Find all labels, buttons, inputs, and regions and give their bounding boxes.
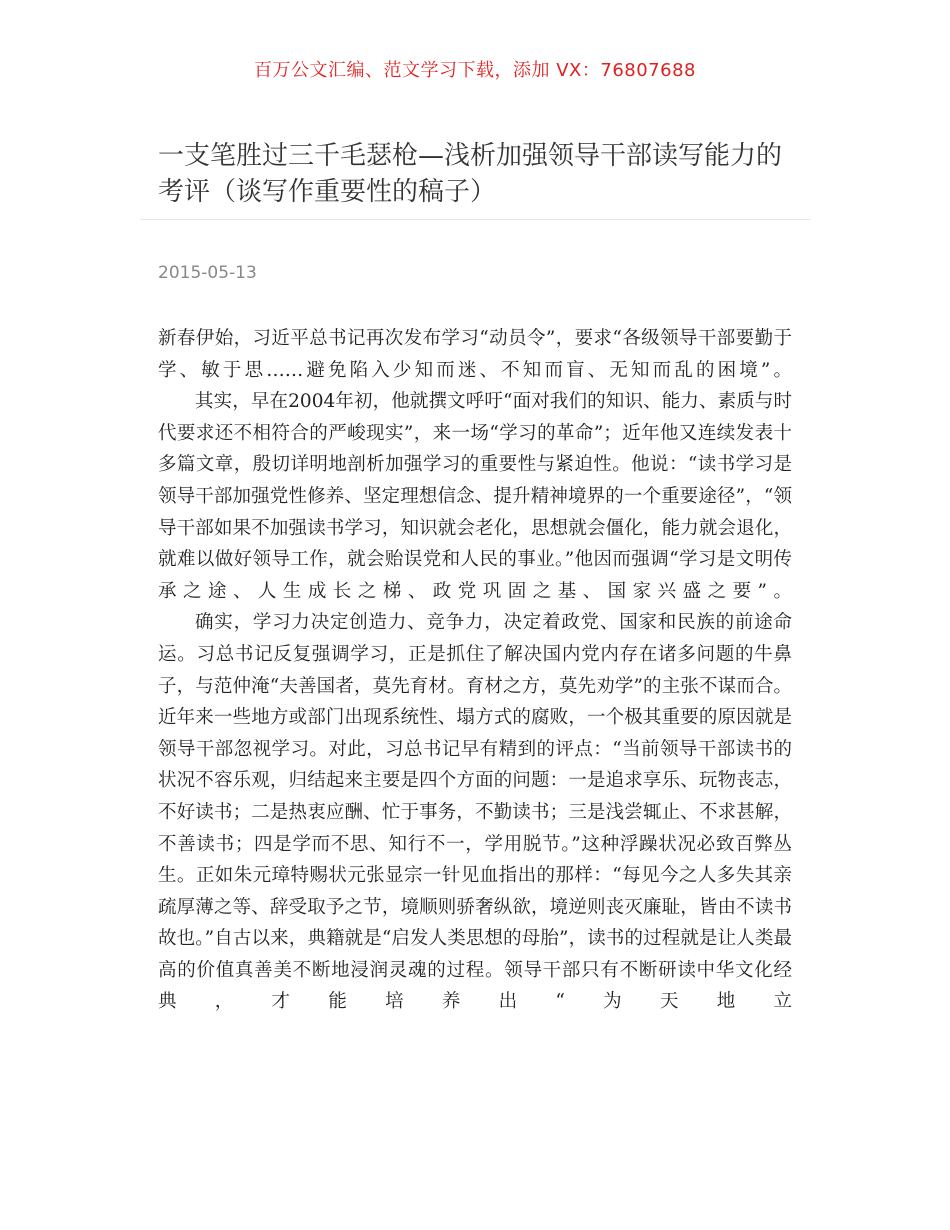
paragraph: 确实，学习力决定创造力、竞争力，决定着政党、国家和民族的前途命运。习总书记反复强调学习，正是抓住了解决国内党内存在诸多问题的牛鼻子，与范仲淹“夫善国者，莫先育材。育材之方，莫先劝学”的主张不谋而合。近年来一些地方或部门出现系统性、塌方式的腐败，一个极其重要的原因就是领导干部忽视学习。对此，习总书记早有精到的评点：“当前领导干部读书的状况不容乐观，归结起来主要是四个方面的问题：一是追求享乐、玩物丧志，不好读书；二是热衷应酬、忙于事务，不勤读书；三是浅尝辄止、不求甚解，不善读书；四是学而不思、知行不一，学用脱节。”这种浮躁状况必致百弊丛生。正如朱元璋特赐状元张显宗一针见血指出的那样：“每见今之人多失其亲疏厚薄之等、辞受取予之节，境顺则骄奢纵欲，境逆则丧灭廉耻，皆由不读书故也。”自古以来，典籍就是“启发人类思想的母胎”，读书的过程就是让人类最高的价值真善美不断地浸润灵魂的过程。领导干部只有不断研读中华文化经典，才能培养出“为天地立	[158, 612, 792, 1013]
paragraph: 新春伊始，习近平总书记再次发布学习“动员令”，要求“各级领导干部要勤于学、敏于思……避免陷入少知而迷、不知而盲、无知而乱的困境”。	[158, 328, 792, 381]
article-body	[158, 323, 792, 1018]
paragraph: 其实，早在2004年初，他就撰文呼吁“面对我们的知识、能力、素质与时代要求还不相符合的严峻现实”，来一场“学习的革命”；近年他又连续发表十多篇文章，殷切详明地剖析加强学习的重要性与紧迫性。他说：“读书学习是领导干部加强党性修养、坚定理想信念、提升精神境界的一个重要途径”，“领导干部如果不加强读书学习，知识就会老化，思想就会僵化，能力就会退化，就难以做好领导工作，就会贻误党和人民的事业。”他因而强调“学习是文明传承之途、人生成长之梯、政党巩固之基、国家兴盛之要”。	[158, 391, 792, 602]
article-title: 一支笔胜过三千毛瑟枪—浅析加强领导干部读写能力的考评（谈写作重要性的稿子）	[158, 141, 783, 207]
promo-banner: 百万公文汇编、范文学习下载，添加 VX：76807688	[254, 60, 696, 81]
publish-date: 2015-05-13	[158, 263, 257, 283]
title-divider	[140, 219, 810, 220]
